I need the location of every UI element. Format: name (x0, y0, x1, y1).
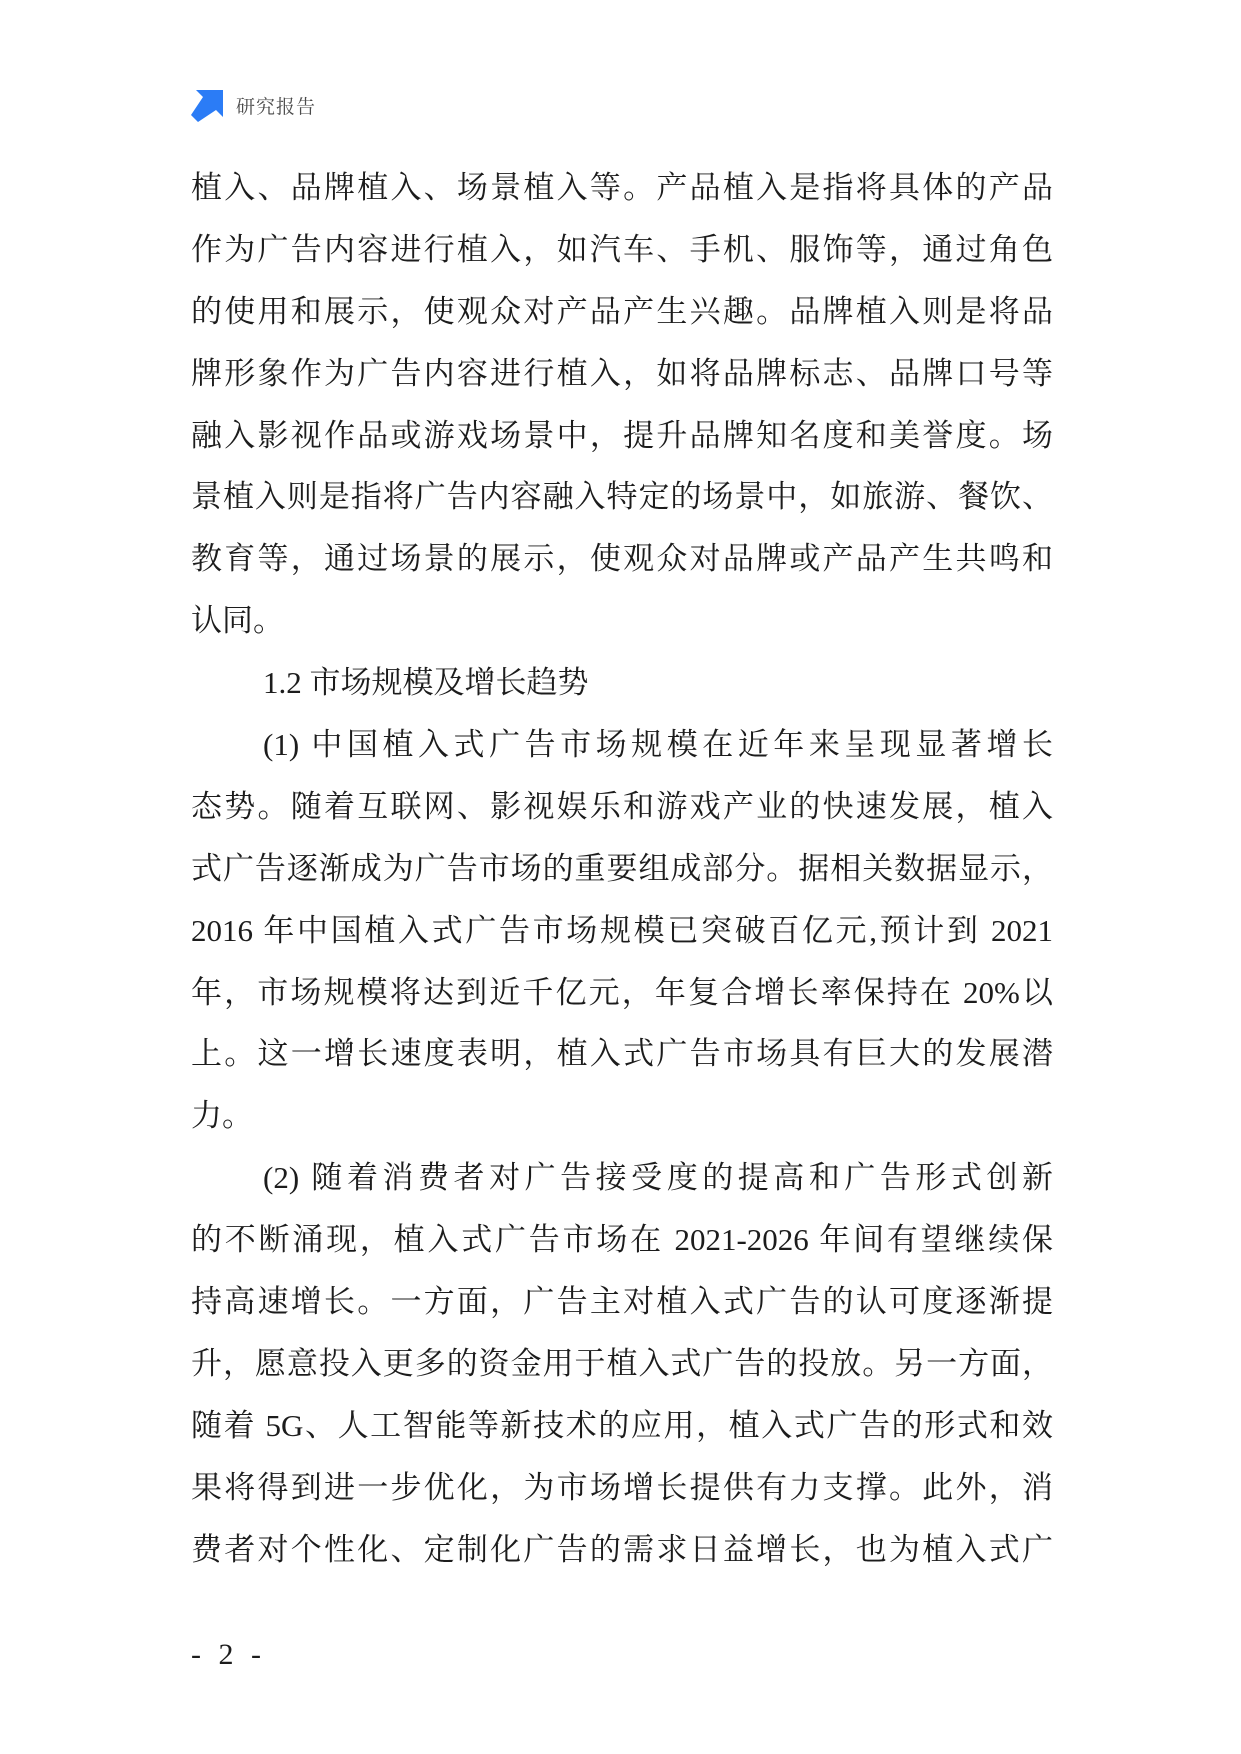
page-number: - 2 - (191, 1638, 266, 1671)
text-line: 植入、品牌植入、场景植入等。产品植入是指将具体的产品 (191, 170, 1053, 205)
text-line: 果将得到进一步优化，为市场增长提供有力支撑。此外，消 (191, 1469, 1053, 1505)
text-line: 融入影视作品或游戏场景中，提升品牌知名度和美誉度。场 (191, 417, 1053, 453)
paragraph-2 (191, 1147, 1053, 1580)
text-line: 的使用和展示，使观众对产品产生兴趣。品牌植入则是将品 (191, 293, 1053, 329)
text-line: 上。这一增长速度表明，植入式广告市场具有巨大的发展潜 (191, 1036, 1053, 1072)
text-line: 牌形象作为广告内容进行植入，如将品牌标志、品牌口号等 (191, 355, 1053, 391)
text-line: 年，市场规模将达到近千亿元，年复合增长率保持在 20%以 (191, 974, 1053, 1010)
document-body (191, 157, 1053, 1580)
text-line: 随着 5G、人工智能等新技术的应用，植入式广告的形式和效 (191, 1407, 1053, 1443)
text-line: 2016 年中国植入式广告市场规模已突破百亿元,预计到 2021 (191, 912, 1053, 948)
text-line: 式广告逐渐成为广告市场的重要组成部分。据相关数据显示， (191, 850, 1053, 886)
text-line: 费者对个性化、定制化广告的需求日益增长，也为植入式广 (191, 1531, 1053, 1567)
text-line: (1) 中国植入式广告市场规模在近年来呈现显著增长 (263, 727, 1053, 763)
arrow-logo-icon (191, 90, 223, 122)
report-header-title: 研究报告 (236, 96, 317, 118)
text-line: 景植入则是指将广告内容融入特定的场景中，如旅游、餐饮、 (191, 479, 1053, 515)
text-line: 的不断涌现，植入式广告市场在 2021-2026 年间有望继续保 (191, 1222, 1053, 1258)
text-line: 认同。 (191, 603, 284, 639)
paragraph-1 (191, 714, 1053, 1147)
text-line: 力。 (191, 1098, 253, 1134)
text-line: 持高速增长。一方面，广告主对植入式广告的认可度逐渐提 (191, 1284, 1053, 1320)
text-line: 态势。随着互联网、影视娱乐和游戏产业的快速发展，植入 (191, 788, 1053, 824)
intro-paragraph (191, 157, 1053, 652)
text-line: 教育等，通过场景的展示，使观众对品牌或产品产生共鸣和 (191, 541, 1053, 577)
text-line: (2) 随着消费者对广告接受度的提高和广告形式创新 (263, 1160, 1053, 1196)
text-line: 作为广告内容进行植入，如汽车、手机、服饰等，通过角色 (191, 231, 1053, 267)
section-heading: 1.2 市场规模及增长趋势 (263, 665, 589, 701)
text-line: 升，愿意投入更多的资金用于植入式广告的投放。另一方面， (191, 1345, 1053, 1381)
